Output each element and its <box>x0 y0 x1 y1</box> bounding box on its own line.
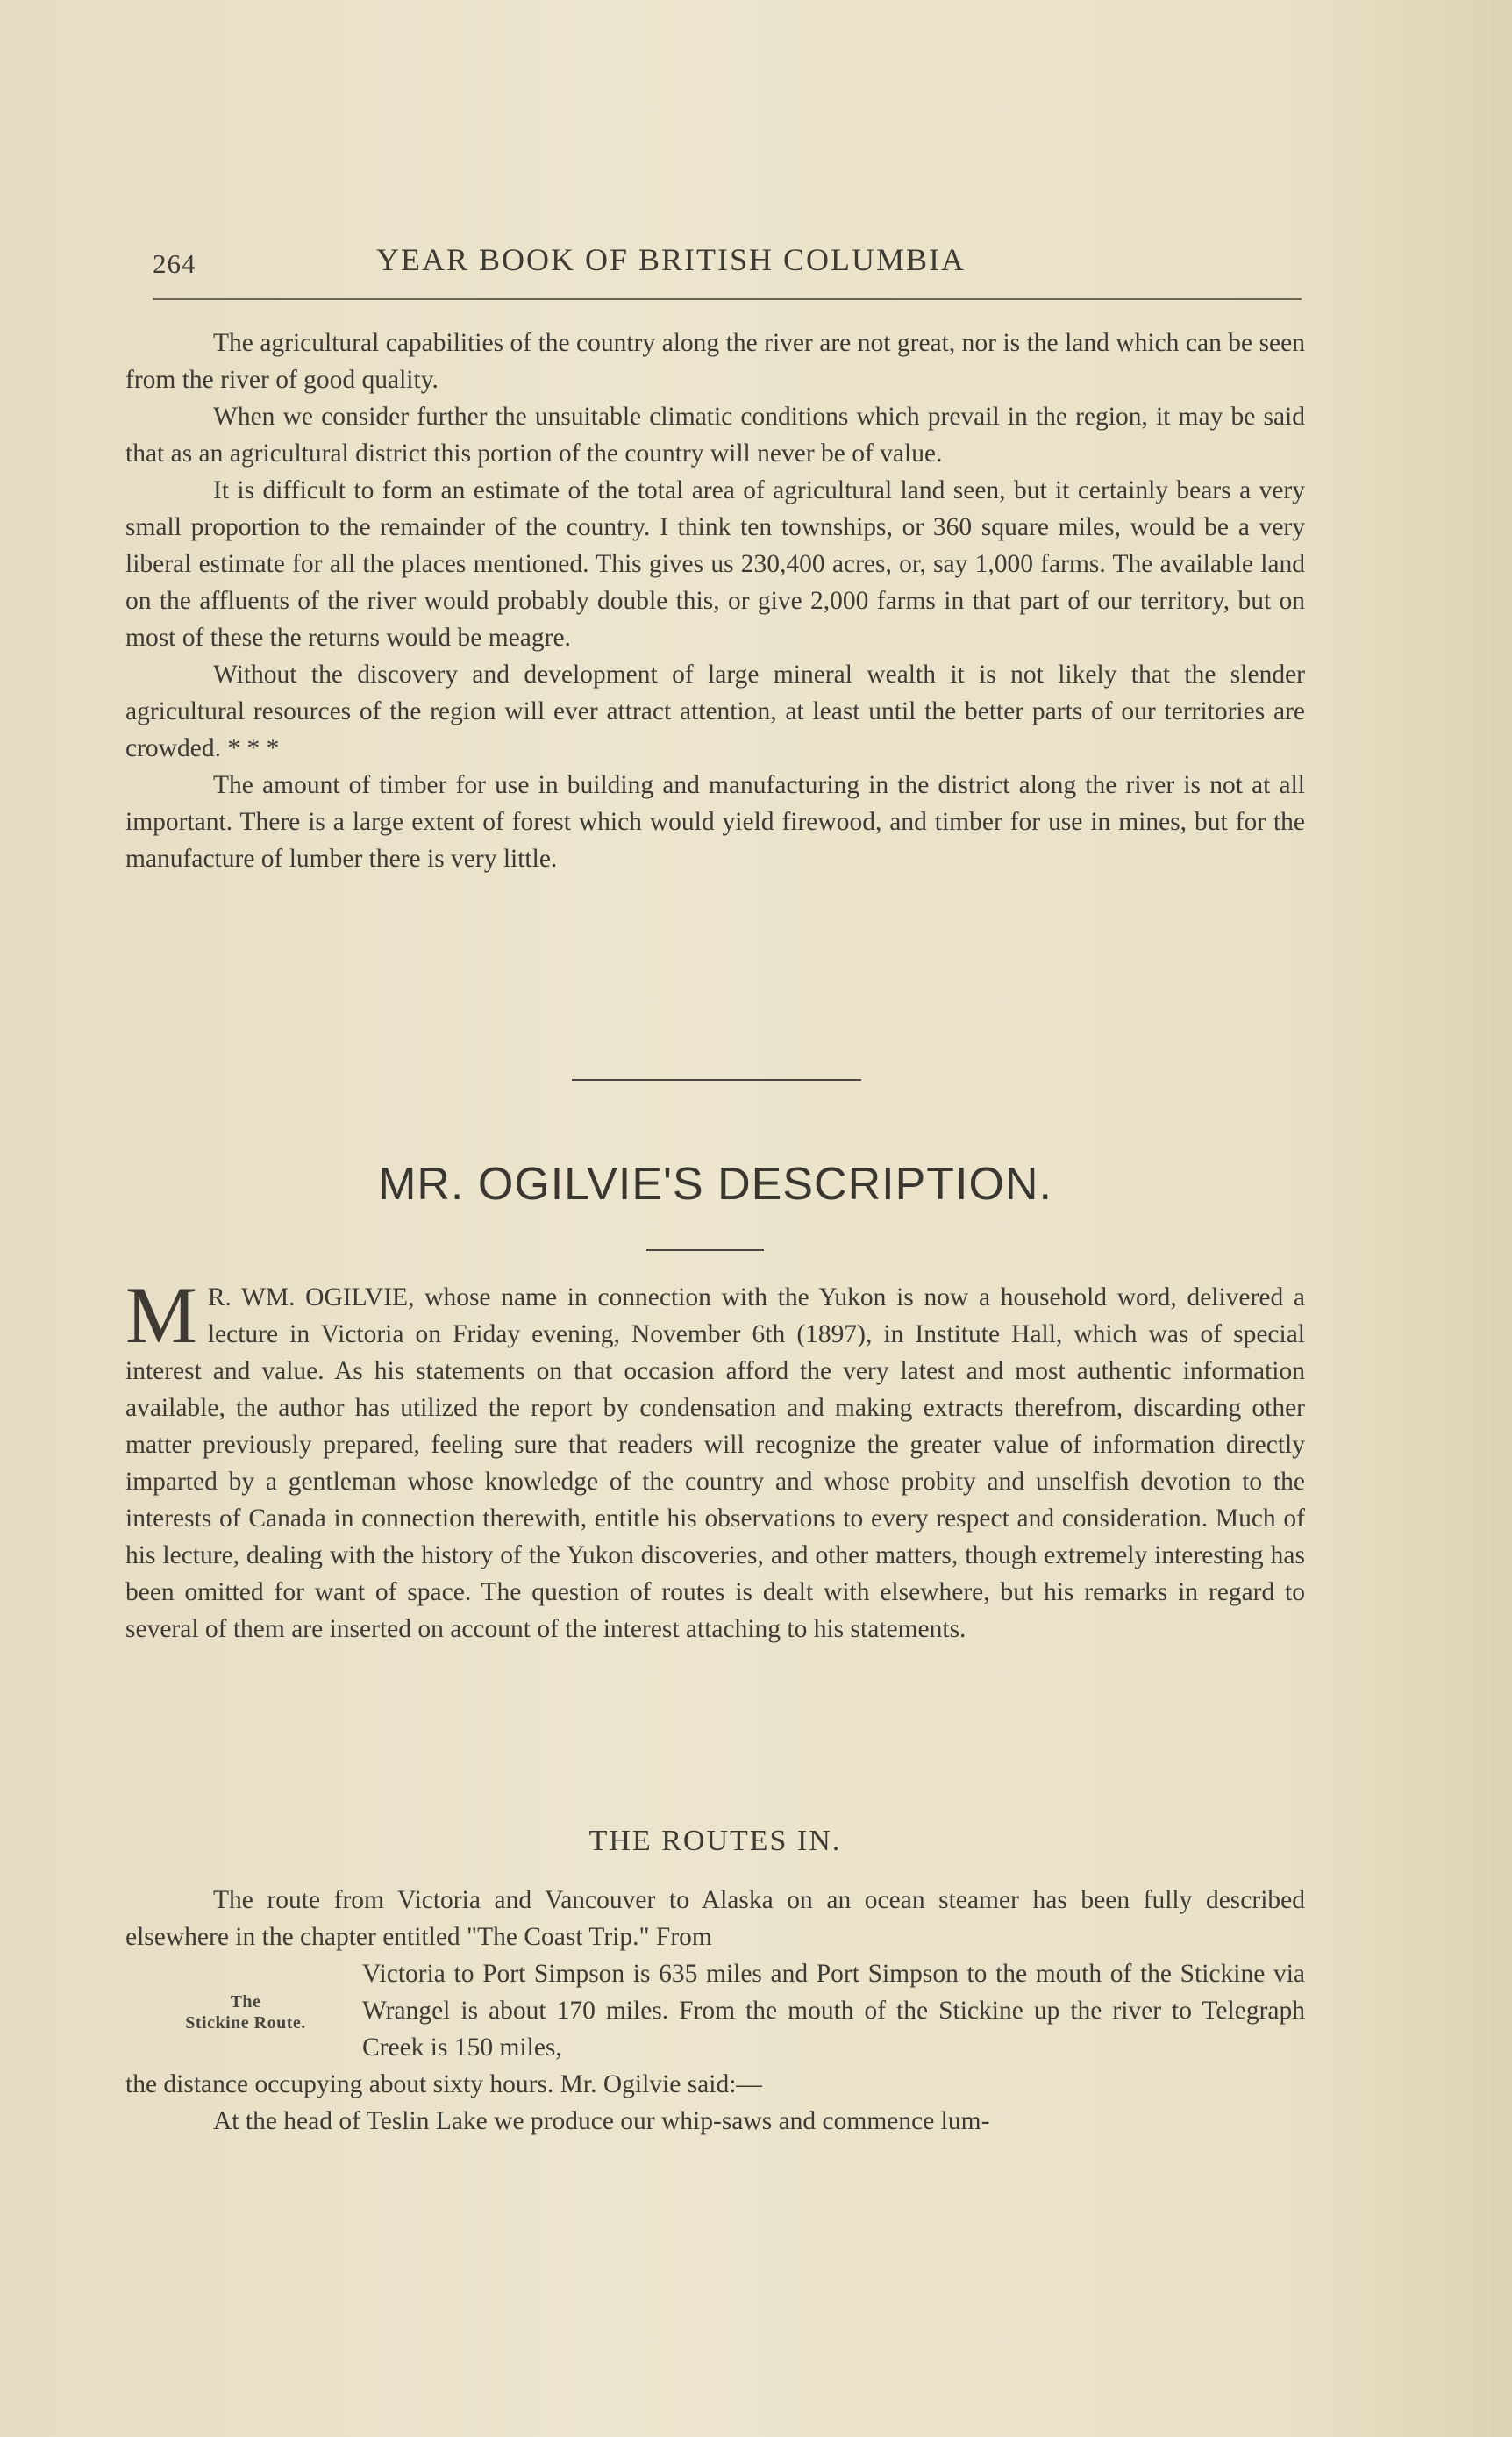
header-rule <box>153 298 1302 300</box>
paragraph: Without the discovery and development of large mineral wealth it is not likely that the slender agricultural resources of the region will ever attract attention, at least until the better parts of our territories are crowded. * * * <box>125 661 1305 762</box>
paragraph: When we consider further the unsuitable climatic conditions which prevail in the region, it may be said that as an agricultural district this portion of the country will never be of value. <box>125 403 1305 468</box>
running-title: YEAR BOOK OF BRITISH COLUMBIA <box>376 242 966 277</box>
margin-note-line: The <box>230 1992 261 2012</box>
paragraph-with-dropcap <box>125 1270 1305 1647</box>
paragraph: The amount of timber for use in building and manufacturing in the district along the river is not at all important. There is a large extent of forest which would yield firewood, and timber for use in mines, but for the manufacture of lumber there is very little. <box>125 771 1305 873</box>
subhead: THE ROUTES IN. <box>588 1825 842 1857</box>
section-routes <box>125 1882 1305 2140</box>
section-title: MR. OGILVIE'S DESCRIPTION. <box>378 1159 1052 1210</box>
paragraph: The agricultural capabilities of the country along the river are not great, nor is the land which can be seen from the river of good quality. <box>125 329 1305 394</box>
section-agriculture <box>125 325 1305 877</box>
paragraph: the distance occupying about sixty hours. Mr. Ogilvie said:— <box>125 2070 762 2098</box>
drop-cap: M <box>125 1270 197 1360</box>
title-underline <box>646 1249 764 1251</box>
paragraph-indented: Victoria to Port Simpson is 635 miles and Port Simpson to the mouth of the Stickine via Wrangel is about 170 miles. From the mouth of the Stickine up the river to Telegraph Creek is 150 miles, <box>362 1960 1305 2062</box>
paragraph: At the head of Teslin Lake we produce our whip-saws and commence lum- <box>213 2107 990 2135</box>
margin-note-line: Stickine Route. <box>185 2013 306 2033</box>
paragraph-text: R. WM. OGILVIE, whose name in connection with the Yukon is now a household word, delivered a lecture in Victoria on Friday evening, November 6th (1897), in Institute Hall, which was of special interest and value. As his statements on that occasion afford the very latest and most authentic information available, the author has utilized the report by condensation and making extracts therefrom, discarding other matter previously prepared, feeling sure that readers will recognize the greater value of information directly imparted by a gentleman whose knowledge of the country and whose probity and unselfish devotion to the interests of Canada in connection therewith, entitle his observations to every respect and consideration. Much of his lecture, dealing with the history of the Yukon discoveries, and other matters, though extremely interesting has been omitted for want of space. The question of routes is dealt with elsewhere, but his remarks in regard to several of them are inserted on account of the interest attaching to his statements. <box>125 1283 1305 1643</box>
section-ogilvie <box>125 1270 1305 1647</box>
paragraph: The route from Victoria and Vancouver to Alaska on an ocean steamer has been fully described elsewhere in the chapter entitled "The Coast Trip." From <box>125 1886 1305 1951</box>
page-header <box>153 241 1302 285</box>
section-divider <box>572 1079 861 1081</box>
page-number: 264 <box>153 248 196 279</box>
paragraph: It is difficult to form an estimate of the total area of agricultural land seen, but it certainly bears a very small proportion to the remainder of the country. I think ten townships, or 360 square miles, would be a very liberal estimate for all the places mentioned. This gives us 230,400 acres, or, say 1,000 farms. The available land on the affluents of the river would probably double this, or give 2,000 farms in that part of our territory, but on most of these the returns would be meagre. <box>125 476 1305 652</box>
